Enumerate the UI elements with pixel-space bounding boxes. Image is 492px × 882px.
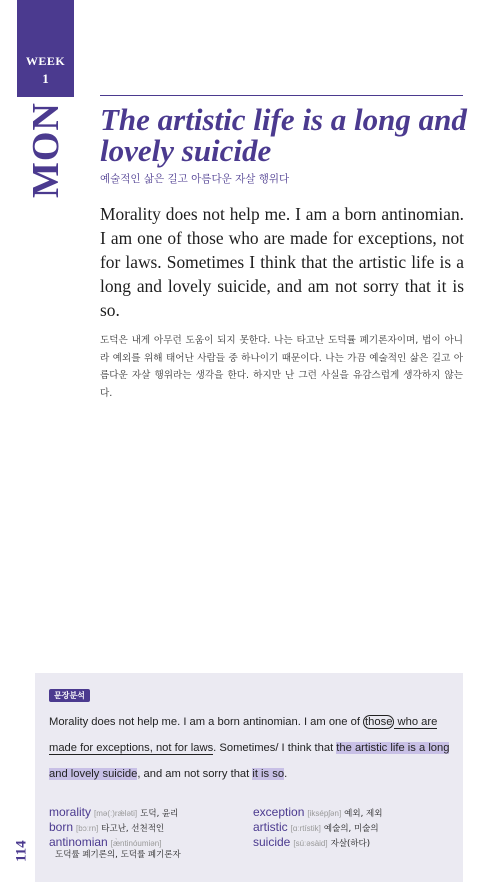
circled-word: those <box>365 716 393 728</box>
vocab-word: antinomian <box>49 835 108 849</box>
vocab-pron: [bɔːrn] <box>76 824 99 833</box>
highlighted-phrase: it is so <box>252 768 285 780</box>
analysis-badge: 문장분석 <box>49 689 90 702</box>
day-label: MON <box>25 102 67 198</box>
page-title: The artistic life is a long and lovely suicide <box>100 102 467 168</box>
underlined-phrase: who are made for exceptions, not for laws <box>49 716 438 754</box>
vocab-pron: [æ̀ntinóumiən] <box>110 839 162 848</box>
vocab-pron: [súːəsàid] <box>293 839 328 848</box>
analysis-text: , and am not sorry that <box>137 768 253 780</box>
sentence-analysis-panel <box>35 673 463 882</box>
vocab-meaning: 타고난, 선천적인 <box>101 824 165 834</box>
vocab-pron: [ɑːrtístik] <box>290 824 321 833</box>
vocab-word: morality <box>49 805 92 819</box>
analysis-text: . <box>284 768 288 780</box>
vocab-word: exception <box>253 805 305 819</box>
english-passage: Morality does not help me. I am a born antinomian. I am one of those who are made for exceptions, not for laws. Sometimes I think that the artistic life is a long and lovely suicide, and am not sorry that it is so. <box>100 204 464 320</box>
vocab-item <box>253 833 370 851</box>
week-label: WEEK <box>25 54 66 68</box>
vocab-word: suicide <box>253 835 291 849</box>
vocab-pron: [mə(ː)rǽləti] <box>94 809 138 818</box>
vocab-meaning: 자살(하다) <box>330 839 371 849</box>
vocab-word: born <box>49 820 74 834</box>
vocab-meaning: 예술의, 미술의 <box>323 824 379 834</box>
analysis-text: Morality does not help me. I am a born antinomian. I am one of <box>49 716 364 728</box>
highlighted-phrase: the artistic life is a long and lovely suicide <box>49 742 450 780</box>
analysis-text: . Sometimes/ I think that <box>213 742 337 754</box>
vocab-word: artistic <box>253 820 288 834</box>
page-subtitle: 예술적인 삶은 길고 아름다운 자살 행위다 <box>100 173 290 185</box>
week-number: 1 <box>42 71 49 86</box>
korean-translation: 도덕은 내게 아무런 도움이 되지 못한다. 나는 타고난 도덕률 폐기론자이며, 법이 아니라 예외를 위해 태어난 사람들 중 하나이기 때문이다. 나는 가끔 예술적인 삶은 길고 아름다운 자살 행위라는 생각을 한다. 하지만 난 그런 사실을 유감스럽게 생각하지 않는다. <box>100 335 463 399</box>
vocab-pron: [iksépʃən] <box>307 809 342 818</box>
analysis-sentence <box>49 709 453 787</box>
week-badge <box>17 0 74 97</box>
page-number: 114 <box>13 840 30 862</box>
vocab-meaning: 도덕, 윤리 <box>140 809 179 819</box>
title-rule <box>100 95 463 96</box>
vocab-meaning: 도덕률 폐기론의, 도덕률 폐기론자 <box>55 850 181 860</box>
vocab-meaning: 예외, 제외 <box>344 809 383 819</box>
